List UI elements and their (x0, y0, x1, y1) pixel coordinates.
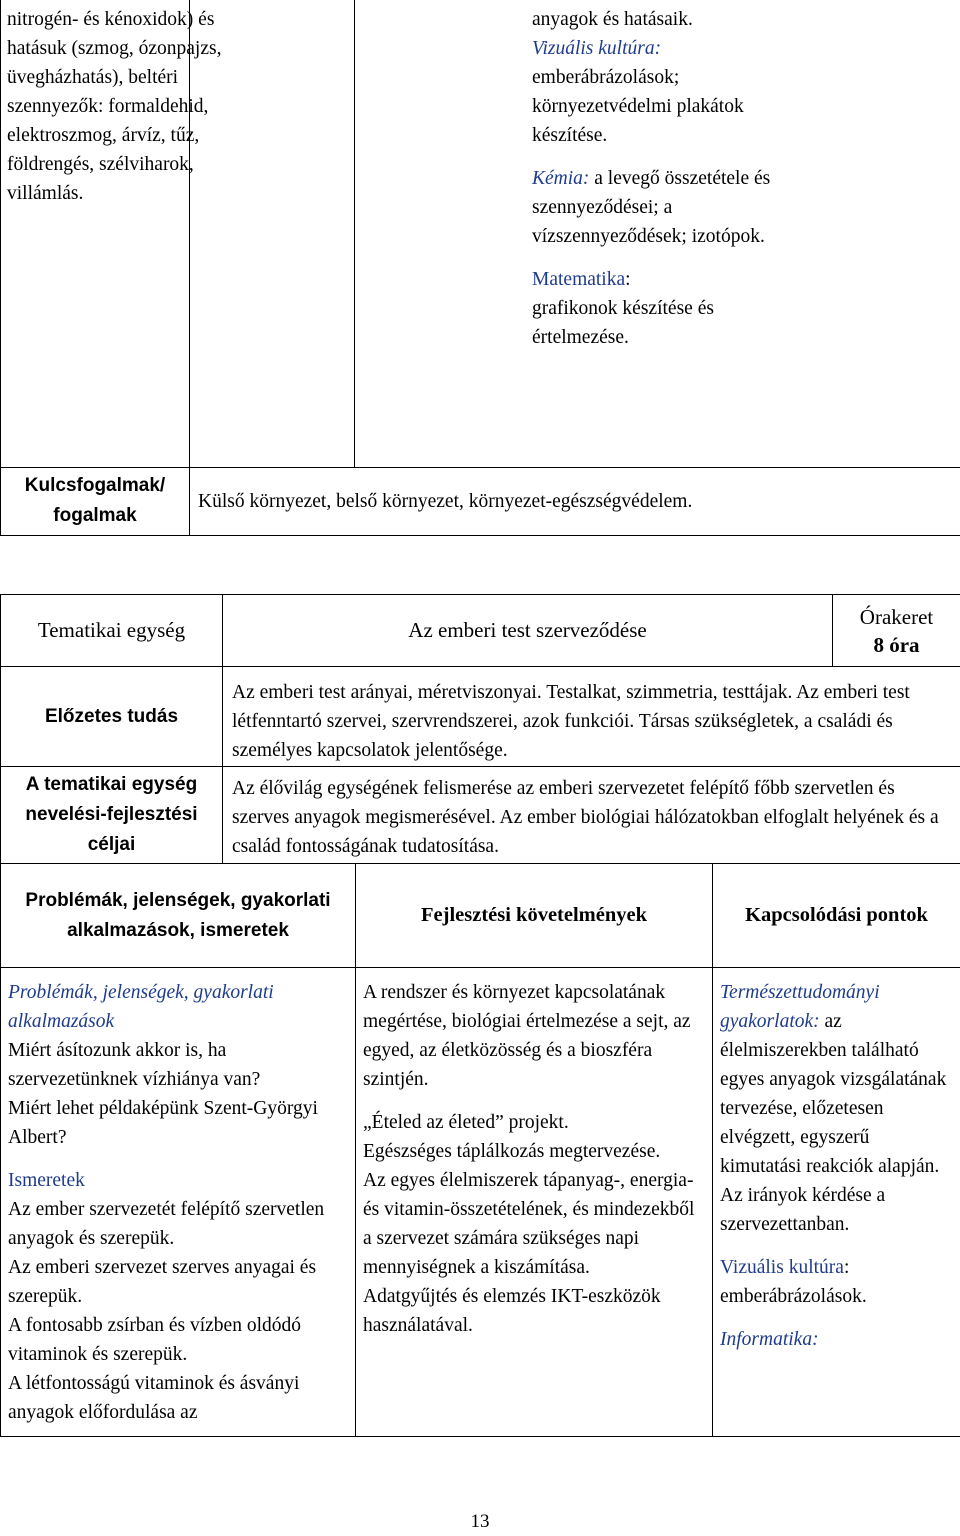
orakeret-value: 8 óra (833, 631, 960, 659)
col1-content-cell (1, 968, 356, 1437)
orakeret-cell (833, 595, 960, 667)
col1-header: Problémák, jelenségek, gyakorlati alkalmazások, ismeretek (25, 890, 330, 941)
kulcs-label-cell (1, 467, 190, 535)
kulcs-label-2: fogalmak (1, 501, 189, 531)
col1-header-cell (1, 864, 356, 968)
col2-header: Fejlesztési követelmények (421, 904, 647, 926)
kemia-label: Kémia: (532, 168, 589, 189)
top-middle-cell (190, 0, 355, 467)
col1-q1: Miért ásítozunk akkor is, ha szervezetünknek vízhiánya van? (8, 1036, 349, 1094)
unit-title: Az emberi test szerveződése (408, 618, 646, 642)
col3-term-label: Természettudományi gyakorlatok: (720, 982, 880, 1032)
col1-i1: Az ember szervezetét felépítő szervetlen anyagok és szerepük. (8, 1195, 349, 1253)
kulcs-text: Külső környezet, belső környezet, környezet-egészségvédelem. (198, 491, 692, 512)
viz-label: Vizuális kultúra: (532, 38, 661, 59)
col3-content-cell: Természettudományi gyakorlatok: az élelmiszerekben található egyes anyagok vizsgálatának tervezése, előzetesen elvégzett, egyszerű kimutatási reakciók alapján. Az irányok kérdése a szervezettanban. Vizuális kultúra: emberábrázolások. Informatika: (713, 968, 960, 1437)
col2-content-cell (356, 968, 713, 1437)
top-right-cell: anyagok és hatásaik. Vizuális kultúra: emberábrázolások; környezetvédelmi plakátok készítése. Kémia: a levegő összetétele és szennyeződései; a vízszennyeződések; izotópok. Matematika: grafikonok készítése és értelmezése. (355, 0, 960, 467)
col2-p2: „Ételed az életed” projekt. (363, 1108, 706, 1137)
col2-header-cell (356, 864, 713, 968)
col2-p3: Egészséges táplálkozás megtervezése. (363, 1137, 706, 1166)
orakeret-label: Órakeret (833, 603, 960, 631)
col2-p5: Adatgyűjtés és elemzés IKT-eszközök használatával. (363, 1282, 706, 1340)
col3-viz-text: emberábrázolások. (720, 1286, 867, 1307)
top-left-text: nitrogén- és kénoxidok) és hatásuk (szmog, ózonpajzs, üvegházhatás), beltéri szennyezők: formaldehid, elektroszmog, árvíz, tűz, földrengés, szélviharok, villámlás. (7, 5, 257, 208)
celjai-text-cell (223, 767, 960, 864)
viz-text: emberábrázolások; környezetvédelmi plakátok készítése. (532, 67, 744, 146)
col3-header-cell (713, 864, 960, 968)
col3-inf-label: Informatika: (720, 1325, 954, 1354)
kulcs-label-1: Kulcsfogalmak/ (1, 471, 189, 501)
elozetes-text: Az emberi test arányai, méretviszonyai. Testalkat, szimmetria, testtájak. Az emberi test létfenntartó szervei, szervrendszerei, azok funkciói. Társas szükségletek, a családi és személyes kapcsolatok jelentősége. (232, 678, 954, 765)
top-table (0, 0, 960, 536)
celjai-label: A tematikai egység nevelési-fejlesztési céljai (25, 774, 197, 855)
mat-label: Matematika (532, 269, 625, 290)
top-left-cell (1, 0, 190, 467)
kulcs-text-cell (190, 467, 960, 535)
tematikai-label: Tematikai egység (38, 618, 185, 642)
celjai-label-cell (1, 767, 223, 864)
unit-title-cell (223, 595, 833, 667)
kemia-text: a levegő összetétele és szennyeződései; a vízszennyeződések; izotópok. (532, 168, 770, 247)
unit-table (0, 594, 960, 1437)
top-right-cont: anyagok és hatásaik. (532, 5, 777, 34)
elozetes-label: Előzetes tudás (45, 706, 178, 727)
col1-q2: Miért lehet példaképünk Szent-Györgyi Albert? (8, 1094, 349, 1152)
col2-p1: A rendszer és környezet kapcsolatának megértése, biológiai értelmezése a sejt, az egyed, az életközösség és a bioszféra szintjén. (363, 978, 706, 1094)
col1-i3: A fontosabb zsírban és vízben oldódó vitaminok és szerepük. (8, 1311, 349, 1369)
col2-p4: Az egyes élelmiszerek tápanyag-, energia- és vitamin-összetételének, és mindezekből a szervezet számára szükséges napi mennyiségnek a kiszámítása. (363, 1166, 706, 1282)
col1-i4: A létfontosságú vitaminok és ásványi anyagok előfordulása az (8, 1369, 349, 1427)
col3-header: Kapcsolódási pontok (745, 904, 928, 926)
tematikai-label-cell (1, 595, 223, 667)
celjai-text: Az élővilág egységének felismerése az emberi szervezetet felépítő főbb szervetlen és szerves anyagok megismerésével. Az ember biológiai hálózatokban elfoglalt helyének és a család fontosságának tudatosítása. (232, 774, 954, 861)
col1-prob-label: Problémák, jelenségek, gyakorlati alkalmazások (8, 978, 349, 1036)
col1-ism-label: Ismeretek (8, 1166, 349, 1195)
col3-viz-label: Vizuális kultúra (720, 1257, 844, 1278)
elozetes-label-cell (1, 667, 223, 767)
page-number: 13 (0, 1507, 960, 1536)
col3-term-text: az élelmiszerekben található egyes anyagok vizsgálatának tervezése, előzetesen elvégzett, egyszerű kimutatási reakciók alapján. Az irányok kérdése a szervezettanban. (720, 1011, 946, 1235)
elozetes-text-cell (223, 667, 960, 767)
mat-text: grafikonok készítése és értelmezése. (532, 298, 714, 348)
col1-i2: Az emberi szervezet szerves anyagai és szerepük. (8, 1253, 349, 1311)
